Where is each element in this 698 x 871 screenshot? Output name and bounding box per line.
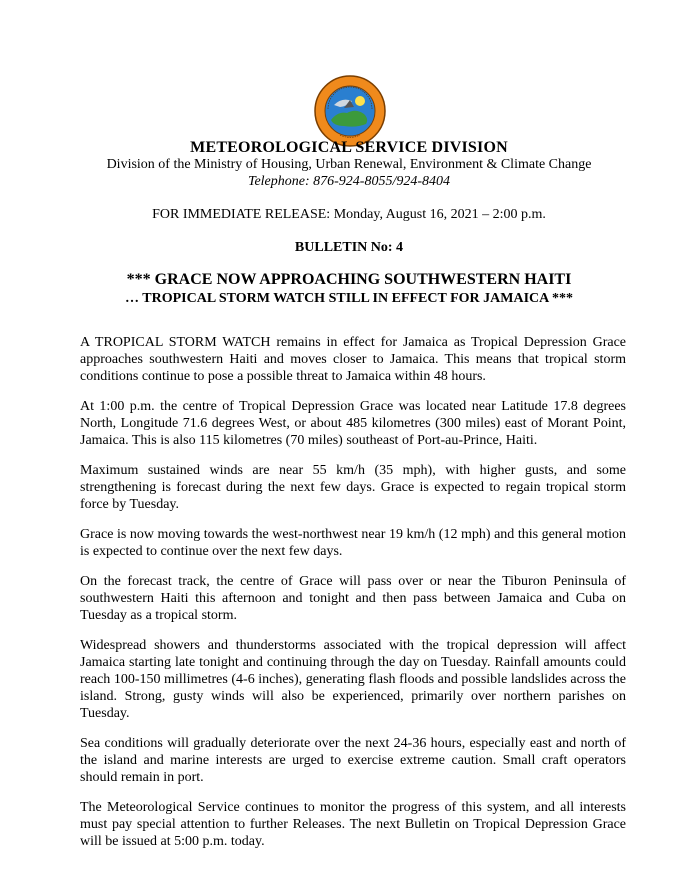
subheadline: … TROPICAL STORM WATCH STILL IN EFFECT FOR JAMAICA *** <box>125 291 573 306</box>
release-line: FOR IMMEDIATE RELEASE: Monday, August 16, 2021 – 2:00 p.m. <box>152 207 546 222</box>
org-subtitle: Division of the Ministry of Housing, Urban Renewal, Environment & Climate Change <box>106 157 592 172</box>
paragraph-forecast-track: On the forecast track, the centre of Grace will pass over or near the Tiburon Peninsula of southwestern Haiti this afternoon and tonight and then pass between Jamaica and Cuba on Tuesday as a tropical storm. <box>80 574 626 623</box>
paragraph-rainfall: Widespread showers and thunderstorms associated with the tropical depression will affect Jamaica starting late tonight and continuing through the day on Tuesday. Rainfall amounts could reach 100-150 millimetres (4-6 inches), generating flash floods and possible landslides across the island. Strong, gusty winds will also be experienced, primarily over northern parishes on Tuesday. <box>80 638 626 721</box>
bulletin-number: BULLETIN No: 4 <box>294 240 404 255</box>
telephone-line: Telephone: 876-924-8055/924-8404 <box>247 174 451 189</box>
paragraph-position: At 1:00 p.m. the centre of Tropical Depression Grace was located near Latitude 17.8 degrees North, Longitude 71.6 degrees West, or about 485 kilometres (300 miles) east of Morant Point, Jamaica. This is also 115 kilometres (70 miles) southeast of Port-au-Prince, Haiti. <box>80 399 626 448</box>
paragraph-next-bulletin: The Meteorological Service continues to monitor the progress of this system, and all interests must pay special attention to further Releases. The next Bulletin on Tropical Depression Grace will be issued at 5:00 p.m. today. <box>80 800 626 849</box>
paragraph-storm-watch: A TROPICAL STORM WATCH remains in effect for Jamaica as Tropical Depression Grace approaches southwestern Haiti and moves closer to Jamaica. This means that tropical storm conditions continue to pose a possible threat to Jamaica within 48 hours. <box>80 335 626 384</box>
paragraph-sea-conditions: Sea conditions will gradually deteriorate over the next 24-36 hours, especially east and north of the island and marine interests are urged to exercise extreme caution. Small craft operators should remain in port. <box>80 736 626 785</box>
paragraph-winds: Maximum sustained winds are near 55 km/h (35 mph), with higher gusts, and some strengthening is forecast during the next few days. Grace is expected to regain tropical storm force by Tuesday. <box>80 463 626 512</box>
headline: *** GRACE NOW APPROACHING SOUTHWESTERN HAITI <box>126 271 572 288</box>
bulletin-body <box>80 334 626 850</box>
paragraph-motion: Grace is now moving towards the west-northwest near 19 km/h (12 mph) and this general motion is expected to continue over the next few days. <box>80 527 626 559</box>
org-title: METEOROLOGICAL SERVICE DIVISION <box>190 139 508 156</box>
meteorological-service-logo <box>314 75 386 147</box>
logo-emblem-icon <box>314 75 386 147</box>
